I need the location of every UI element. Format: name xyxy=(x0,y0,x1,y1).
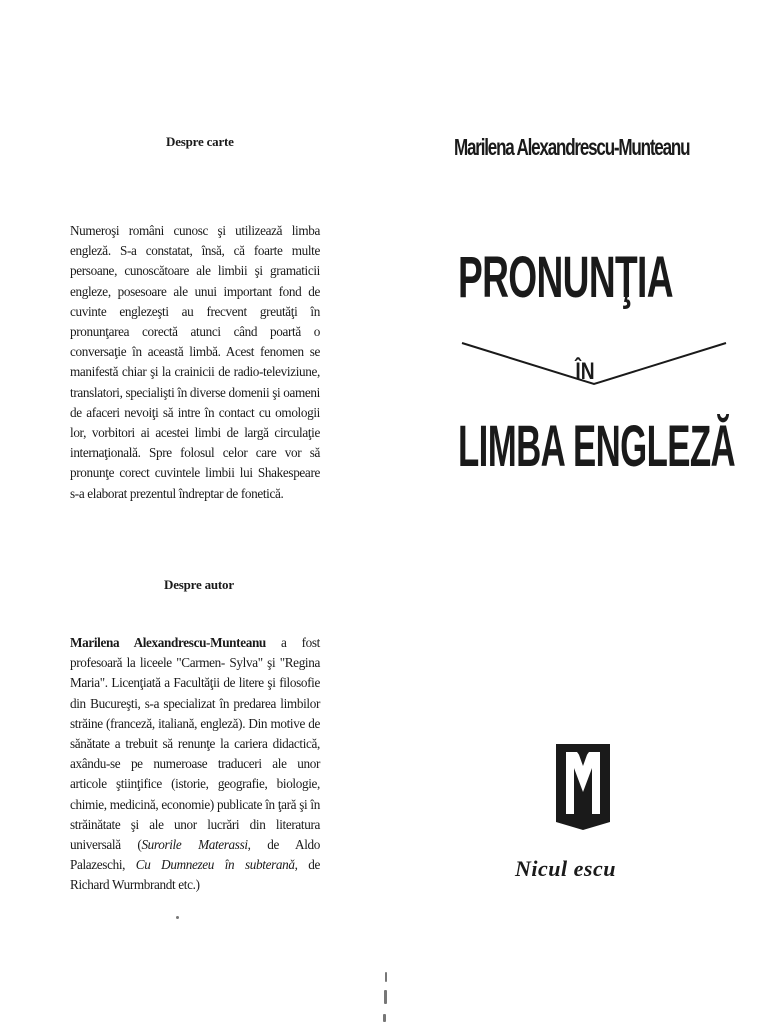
about-author-text-part-2: , de Aldo Palazeschi, xyxy=(70,837,320,873)
scan-speck xyxy=(384,990,387,1004)
about-author-work-2: Cu Dumnezeu în subteranǎ xyxy=(135,857,295,873)
cover-author-name: Marilena Alexandrescu-Munteanu xyxy=(454,134,690,160)
publisher-name: Nicul escu xyxy=(515,856,616,881)
about-book-heading: Despre carte xyxy=(166,134,234,149)
scan-speck xyxy=(176,916,179,919)
publisher-logo-icon xyxy=(556,744,610,830)
about-author-text-part-3: , de Richard Wurmbrandt etc.) xyxy=(70,857,320,893)
title-line-pronuntia: PRONUNŢIA xyxy=(458,245,673,310)
about-author-work-1: Surorile Materassi xyxy=(141,837,248,853)
about-author-text xyxy=(70,633,320,896)
scan-speck xyxy=(385,972,387,982)
scan-speck xyxy=(383,1014,386,1022)
about-author-heading: Despre autor xyxy=(164,577,234,592)
back-cover xyxy=(70,0,320,1024)
title-line-limba-engleza: LIMBA ENGLEZĂ xyxy=(458,414,736,479)
about-book-text: Numeroşi români cunosc şi utilizează limba engleză. S-a constatat, însă, că foarte multe persoane, cunoscătoare ale limbii şi gramaticii engleze, posesoare ale unui important fond de cuvinte englezeşti au frecvent greutăţi în pronunţarea corectă atunci când poartă o conversaţie în această limbă. Acest fenomen se manifestă chiar şi la crainicii de radio-televiziune, translatori, specialişti în diverse domenii şi oameni de afaceri nevoiţi să intre în contact cu omologii lor, vorbitori ai acestei limbi de largă circulaţie internaţională. Spre folosul celor care vor să pronunţe corect cuvintele limbii lui Shakespeare s-a elaborat prezentul îndreptar de fonetică. xyxy=(70,223,320,501)
about-author-name: Marilena Alexandrescu-Munteanu xyxy=(70,635,266,650)
about-author-text-part-1: a fost profesoară la liceele "Carmen- Sylva" şi "Regina Maria". Licenţiată a Facultăţii de litere şi filosofie din Bucureşti, s-a specializat în predarea limbilor străine (franceză, italiană, engleză). Din motive de sănătate a trebuit să renunţe la cariera didactică, axându-se pe numeroase traduceri ale unor articole ştiinţifice (istorie, geografie, biologie, chimie, medicină, economie) publicate în ţară şi în străinătate şi ale unor lucrări din literatura universală ( xyxy=(70,635,320,853)
title-line-in: ÎN xyxy=(575,358,595,385)
front-cover xyxy=(440,0,740,1024)
